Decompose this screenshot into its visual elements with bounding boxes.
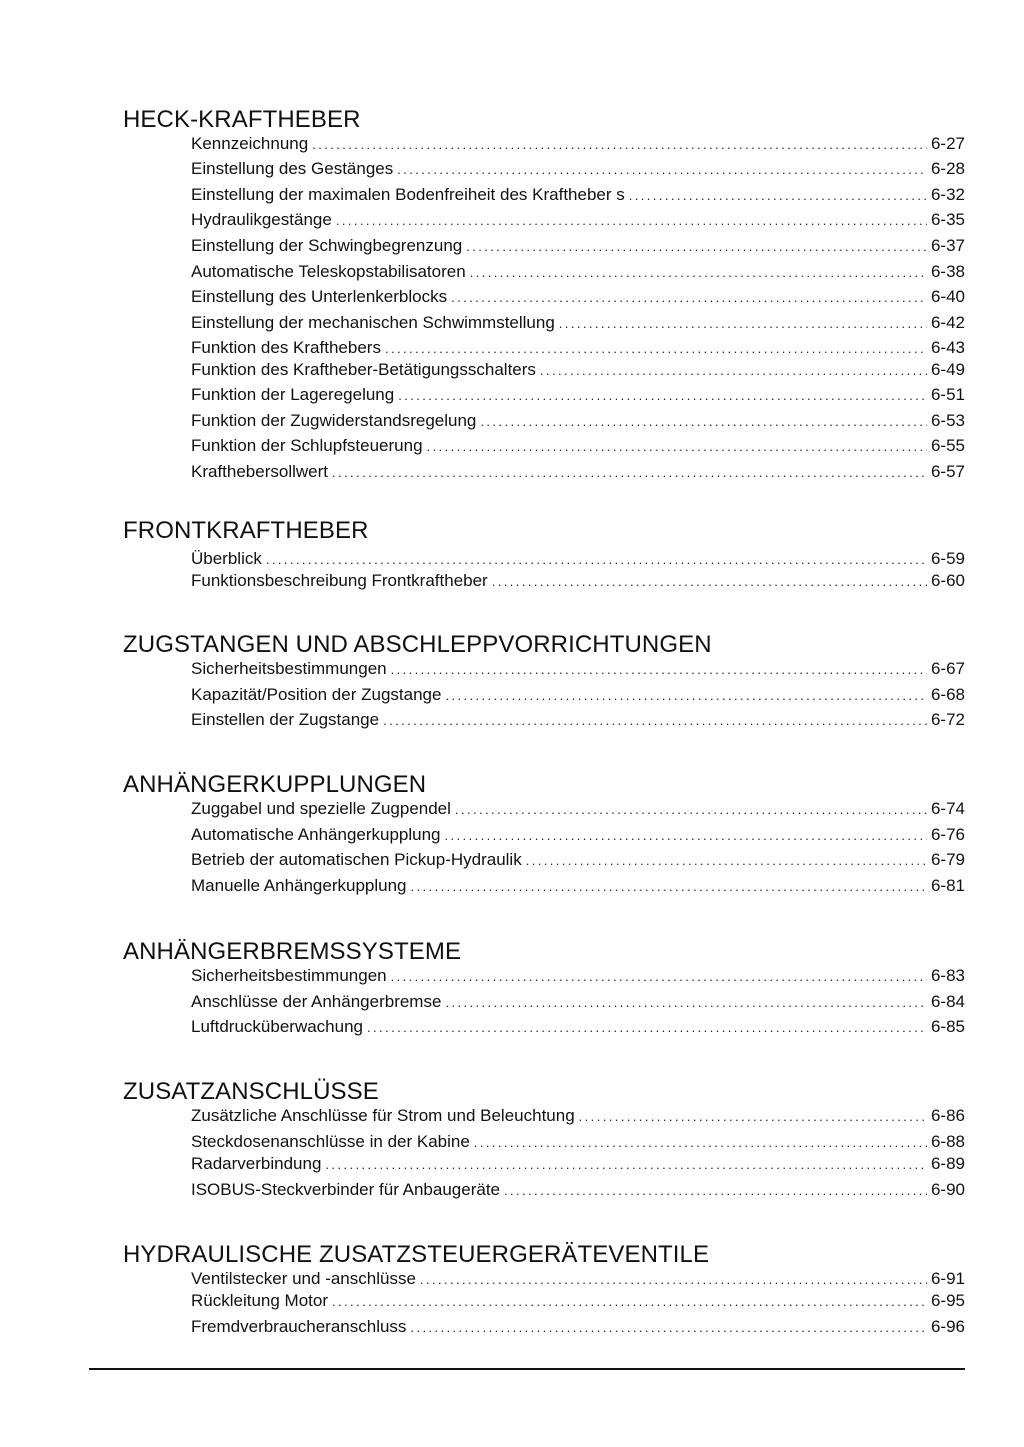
entry-label: ISOBUS-Steckverbinder für Anbaugeräte	[191, 1180, 500, 1199]
entry-label: Luftdrucküberwachung	[191, 1017, 364, 1036]
toc-entry[interactable]	[191, 991, 965, 1013]
entry-label: Sicherheitsbestimmungen	[191, 966, 387, 985]
toc-entry[interactable]	[191, 849, 965, 871]
entry-page: 6-27	[930, 134, 965, 153]
section-title: ZUGSTANGEN UND ABSCHLEPPVORRICHTUNGEN	[123, 631, 712, 658]
entry-label: Funktion der Schlupfsteuerung	[191, 436, 423, 455]
toc-section-frontkraftheber	[123, 517, 965, 590]
toc-entry[interactable]	[191, 261, 965, 283]
leader-dots	[445, 685, 927, 707]
entry-label: Funktionsbeschreibung Frontkraftheber	[191, 571, 488, 590]
leader-dots	[455, 799, 927, 821]
leader-dots	[451, 287, 927, 309]
entry-page: 6-53	[930, 411, 965, 430]
bottom-rule	[89, 1368, 965, 1370]
leader-dots	[474, 1132, 927, 1154]
entry-label: Überblick	[191, 549, 262, 568]
entry-page: 6-38	[930, 262, 965, 281]
entry-page: 6-84	[930, 992, 965, 1011]
leader-dots	[420, 1269, 927, 1291]
entry-page: 6-35	[930, 210, 965, 229]
entry-label: Einstellung der mechanischen Schwimmstellung	[191, 313, 555, 332]
entry-label: Radarverbindung	[191, 1154, 322, 1173]
entry-label: Funktion des Kraftheber-Betätigungsschalters	[191, 360, 536, 379]
leader-dots	[411, 876, 927, 898]
leader-dots	[470, 262, 927, 284]
toc-entry[interactable]	[191, 410, 965, 432]
leader-dots	[445, 825, 927, 847]
toc-entry[interactable]	[191, 798, 965, 820]
leader-dots	[332, 1291, 927, 1313]
entry-label: Funktion des Krafthebers	[191, 338, 381, 357]
entry-page: 6-96	[930, 1317, 965, 1336]
toc-entry[interactable]	[191, 1016, 965, 1038]
entry-label: Betrieb der automatischen Pickup-Hydraulik	[191, 850, 522, 869]
leader-dots	[398, 385, 927, 407]
toc-section-anhaengerbremssysteme	[123, 938, 965, 1036]
entry-page: 6-79	[930, 850, 965, 869]
toc-entry[interactable]	[191, 235, 965, 257]
entry-label: Rückleitung Motor	[191, 1291, 329, 1310]
entry-page: 6-95	[930, 1291, 965, 1310]
entry-page: 6-83	[930, 966, 965, 985]
section-title: ANHÄNGERKUPPLUNGEN	[123, 771, 427, 798]
leader-dots	[391, 966, 927, 988]
entry-label: Einstellung des Unterlenkerblocks	[191, 287, 448, 306]
toc-section-anhaengerkupplungen	[123, 771, 965, 895]
entry-label: Kennzeichnung	[191, 134, 309, 153]
entry-page: 6-49	[930, 360, 965, 379]
leader-dots	[559, 313, 927, 335]
toc-entry[interactable]	[191, 1316, 965, 1338]
entry-label: Sicherheitsbestimmungen	[191, 659, 387, 678]
toc-entry[interactable]	[191, 875, 965, 897]
toc-entry[interactable]	[191, 337, 965, 359]
leader-dots	[492, 571, 927, 593]
toc-entry[interactable]	[191, 286, 965, 308]
toc-entry[interactable]	[191, 461, 965, 483]
toc-entry[interactable]	[191, 570, 965, 592]
leader-dots	[385, 338, 927, 360]
toc-section-zugstangen	[123, 631, 965, 729]
leader-dots	[383, 710, 927, 732]
entry-label: Einstellung der maximalen Bodenfreiheit des Kraftheber s	[191, 185, 625, 204]
entry-label: Automatische Anhängerkupplung	[191, 825, 441, 844]
toc-entry[interactable]	[191, 824, 965, 846]
section-title: HYDRAULISCHE ZUSATZSTEUERGERÄTEVENTILE	[123, 1241, 710, 1268]
entry-page: 6-42	[930, 313, 965, 332]
entry-page: 6-91	[930, 1269, 965, 1288]
leader-dots	[391, 659, 927, 681]
entry-label: Einstellung der Schwingbegrenzung	[191, 236, 463, 255]
leader-dots	[410, 1317, 927, 1339]
toc-entry[interactable]	[191, 435, 965, 457]
entry-label: Funktion der Zugwiderstandsregelung	[191, 411, 477, 430]
entry-page: 6-37	[930, 236, 965, 255]
entry-page: 6-60	[930, 571, 965, 590]
toc-entry[interactable]	[191, 965, 965, 987]
toc-section-heck-kraftheber	[123, 106, 965, 481]
entry-page: 6-57	[930, 462, 965, 481]
entry-label: Fremdverbraucheranschluss	[191, 1317, 407, 1336]
entry-page: 6-51	[930, 385, 965, 404]
entry-page: 6-55	[930, 436, 965, 455]
entry-page: 6-88	[930, 1132, 965, 1151]
section-title: HECK-KRAFTHEBER	[123, 106, 361, 133]
entry-page: 6-43	[930, 338, 965, 357]
entry-page: 6-85	[930, 1017, 965, 1036]
leader-dots	[336, 210, 927, 232]
toc-entry[interactable]	[191, 1290, 965, 1312]
leader-dots	[397, 159, 927, 181]
section-title: ANHÄNGERBREMSSYSTEME	[123, 938, 462, 965]
leader-dots	[629, 185, 927, 207]
entry-label: Hydraulikgestänge	[191, 210, 332, 229]
toc-entry[interactable]	[191, 184, 965, 206]
entry-page: 6-40	[930, 287, 965, 306]
entry-label: Ventilstecker und -anschlüsse	[191, 1269, 416, 1288]
entry-page: 6-72	[930, 710, 965, 729]
entry-page: 6-90	[930, 1180, 965, 1199]
entry-label: Kapazität/Position der Zugstange	[191, 685, 442, 704]
toc-entry[interactable]	[191, 158, 965, 180]
toc-entry[interactable]	[191, 1131, 965, 1153]
entry-label: Manuelle Anhängerkupplung	[191, 876, 407, 895]
leader-dots	[540, 360, 927, 382]
leader-dots	[504, 1180, 927, 1202]
entry-page: 6-76	[930, 825, 965, 844]
leader-dots	[480, 411, 927, 433]
leader-dots	[325, 1154, 927, 1176]
toc-entry[interactable]	[191, 384, 965, 406]
leader-dots	[526, 850, 927, 872]
leader-dots	[266, 549, 927, 571]
section-title: FRONTKRAFTHEBER	[123, 517, 369, 544]
toc-entry[interactable]	[191, 709, 965, 731]
entry-page: 6-81	[930, 876, 965, 895]
entry-page: 6-74	[930, 799, 965, 818]
toc-entry[interactable]	[191, 1268, 965, 1290]
entry-label: Anschlüsse der Anhängerbremse	[191, 992, 442, 1011]
leader-dots	[332, 462, 927, 484]
toc-entry[interactable]	[191, 658, 965, 680]
entry-page: 6-68	[930, 685, 965, 704]
toc-section-zusatzanschluesse	[123, 1078, 965, 1199]
entry-page: 6-86	[930, 1106, 965, 1125]
entry-label: Funktion der Lageregelung	[191, 385, 395, 404]
toc-entry[interactable]	[191, 684, 965, 706]
toc-entry[interactable]	[191, 312, 965, 334]
toc-entry[interactable]	[191, 548, 965, 570]
entry-label: Automatische Teleskopstabilisatoren	[191, 262, 466, 281]
entry-page: 6-32	[930, 185, 965, 204]
entry-label: Krafthebersollwert	[191, 462, 329, 481]
toc-entry[interactable]	[191, 359, 965, 381]
entry-page: 6-67	[930, 659, 965, 678]
toc-entry[interactable]	[191, 209, 965, 231]
toc-entry[interactable]	[191, 1179, 965, 1201]
leader-dots	[312, 134, 927, 156]
entry-page: 6-59	[930, 549, 965, 568]
entry-label: Steckdosenanschlüsse in der Kabine	[191, 1132, 470, 1151]
toc-entry[interactable]	[191, 1153, 965, 1175]
entry-page: 6-89	[930, 1154, 965, 1173]
entry-label: Zusätzliche Anschlüsse für Strom und Beleuchtung	[191, 1106, 575, 1125]
leader-dots	[579, 1106, 927, 1128]
leader-dots	[427, 436, 927, 458]
leader-dots	[466, 236, 927, 258]
entry-label: Einstellung des Gestänges	[191, 159, 394, 178]
entry-label: Einstellen der Zugstange	[191, 710, 380, 729]
toc-section-hydraulische-zusatzsteuergeraeteventile	[123, 1241, 965, 1336]
toc-entry[interactable]	[191, 1105, 965, 1127]
leader-dots	[367, 1017, 927, 1039]
entry-label: Zuggabel und spezielle Zugpendel	[191, 799, 451, 818]
entry-page: 6-28	[930, 159, 965, 178]
toc-entry[interactable]	[191, 133, 965, 155]
section-title: ZUSATZANSCHLÜSSE	[123, 1078, 379, 1105]
leader-dots	[445, 992, 927, 1014]
